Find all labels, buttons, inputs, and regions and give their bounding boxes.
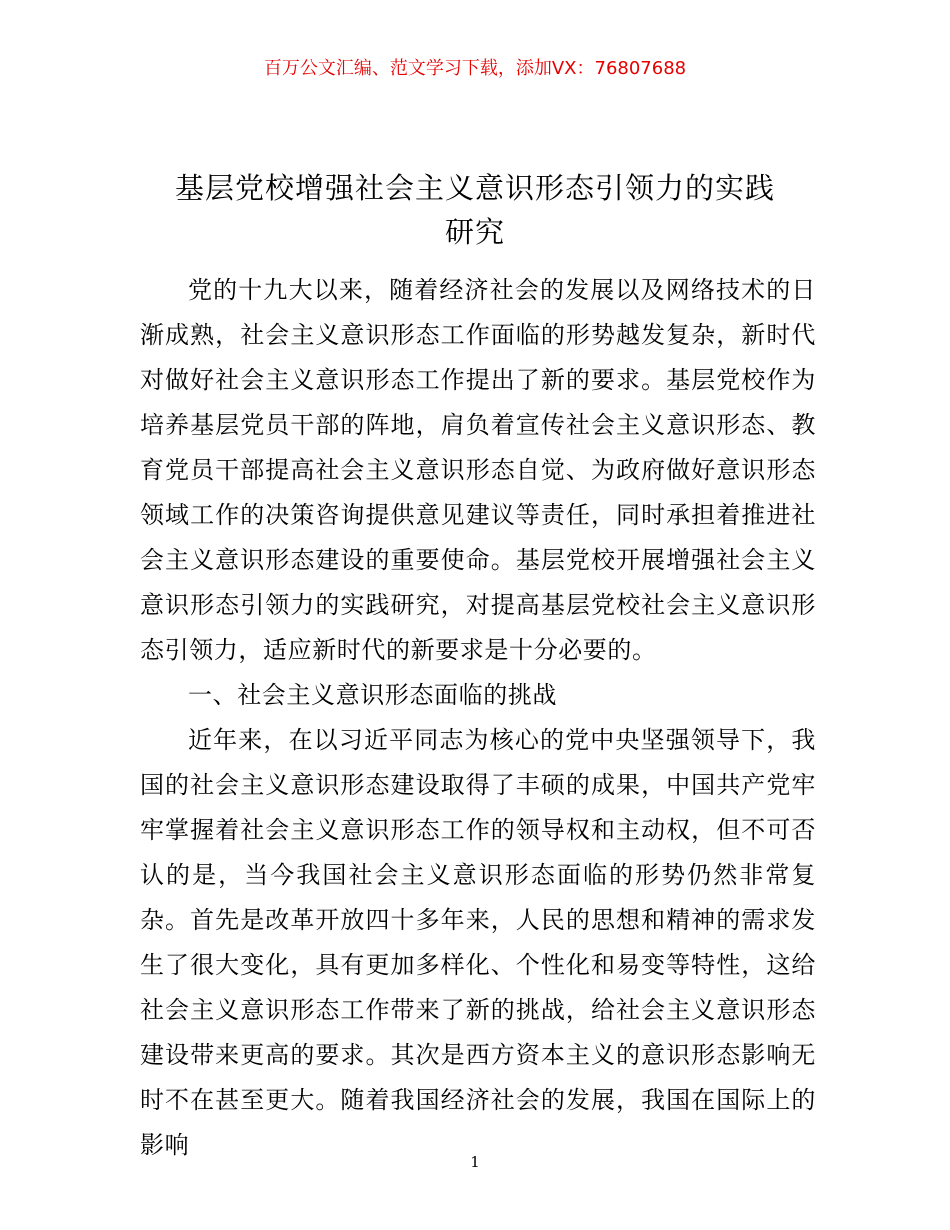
document-title-line-2: 研究 (444, 215, 505, 249)
section-paragraph: 近年来，在以习近平同志为核心的党中央坚强领导下，我国的社会主义意识形态建设取得了丰硕的成果，中国共产党牢牢掌握着社会主义意识形态工作的领导权和主动权，但不可否认的是，当今我国社会主义意识形态面临的形势仍然非常复杂。首先是改革开放四十多年来，人民的思想和精神的需求发生了很大变化，具有更加多样化、个性化和易变等特性，这给社会主义意识形态工作带来了新的挑战，给社会主义意识形态建设带来更高的要求。其次是西方资本主义的意识形态影响无时不在甚至更大。随着我国经济社会的发展，我国在国际上的影响 (140, 726, 816, 1159)
page-number: 1 (470, 1153, 480, 1171)
intro-paragraph: 党的十九大以来，随着经济社会的发展以及网络技术的日渐成熟，社会主义意识形态工作面临的形势越发复杂，新时代对做好社会主义意识形态工作提出了新的要求。基层党校作为培养基层党员干部的阵地，肩负着宣传社会主义意识形态、教育党员干部提高社会主义意识形态自觉、为政府做好意识形态领域工作的决策咨询提供意见建议等责任，同时承担着推进社会主义意识形态建设的重要使命。基层党校开展增强社会主义意识形态引领力的实践研究，对提高基层党校社会主义意识形态引领力，适应新时代的新要求是十分必要的。 (140, 276, 816, 664)
section-heading: 一、社会主义意识形态面临的挑战 (188, 681, 557, 709)
header-banner: 百万公文汇编、范文学习下载，添加VX：76807688 (263, 58, 687, 79)
document-title-line-1: 基层党校增强社会主义意识形态引领力的实践 (174, 171, 775, 205)
document-title (130, 166, 820, 254)
document-body (140, 268, 816, 1168)
